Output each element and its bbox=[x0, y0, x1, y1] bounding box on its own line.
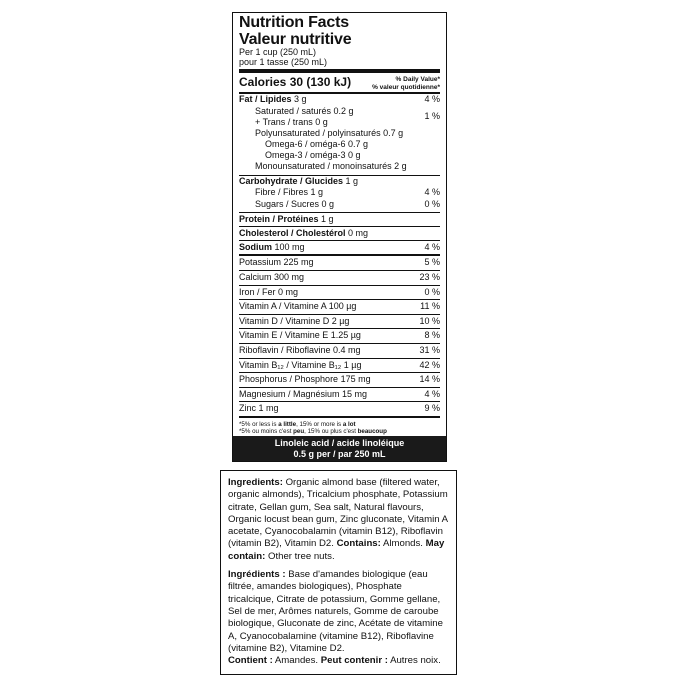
mineral-pct: 4 % bbox=[424, 388, 440, 399]
sat-trans-row bbox=[233, 106, 446, 128]
mineral-row bbox=[233, 359, 446, 373]
trans: + Trans / trans 0 g bbox=[255, 116, 328, 127]
omega3-row bbox=[233, 150, 446, 161]
mineral-row bbox=[233, 388, 446, 402]
ingredients-fr: Ingrédients : Base d'amandes biologique (eau filtrée, amandes biologiques), Phosphate tricalcique, Citrate de potassium, Gomme gellane, Sel de mer, Arômes naturels, Gomme de caroube biologique, Gluconate de zinc, Acétate de vitamine A, Cyanocobalamine (vitamine B12), Riboflavine (vitamine B2), Vitamine D2. Contient : Amandes. Peut contenir : Autres noix. bbox=[228, 569, 443, 667]
omega6-row bbox=[233, 139, 446, 150]
fibre-row bbox=[233, 187, 446, 199]
fat-pct: 4 % bbox=[424, 94, 440, 104]
mineral-pct: 11 % bbox=[420, 301, 440, 312]
sugars-row bbox=[233, 199, 446, 211]
linoleic-label: Linoleic acid / acide linoléique bbox=[274, 438, 405, 448]
polyunsaturated: Polyunsaturated / polyinsaturés 0.7 g bbox=[255, 127, 404, 138]
linoleic-band bbox=[233, 436, 446, 461]
mineral-pct: 23 % bbox=[419, 271, 440, 282]
minerals-list bbox=[233, 256, 446, 416]
mineral-pct: 8 % bbox=[424, 330, 440, 341]
monounsaturated: Monounsaturated / monoinsaturés 2 g bbox=[255, 160, 407, 171]
saturated: Saturated / saturés 0.2 g bbox=[255, 105, 354, 116]
mineral-label: Zinc 1 mg bbox=[239, 403, 279, 414]
mineral-row bbox=[233, 329, 446, 343]
ingredients-box bbox=[220, 470, 457, 675]
protein-label: Protein / Protéines bbox=[239, 214, 319, 225]
protein-value: 1 g bbox=[321, 214, 334, 225]
omega6: Omega-6 / oméga-6 0.7 g bbox=[265, 138, 369, 149]
mono-row bbox=[233, 161, 446, 172]
calories-row bbox=[233, 73, 446, 92]
cholesterol-value: 0 mg bbox=[348, 228, 369, 239]
fibre: Fibre / Fibres 1 g bbox=[255, 187, 324, 198]
fat-label: Fat / Lipides bbox=[239, 94, 292, 104]
mineral-row bbox=[233, 344, 446, 358]
mineral-label: Calcium 300 mg bbox=[239, 271, 305, 282]
daily-value-header bbox=[372, 76, 440, 91]
dv-en: % Daily Value* bbox=[395, 76, 440, 83]
cholesterol-row bbox=[233, 227, 446, 240]
sodium-label: Sodium bbox=[239, 242, 272, 253]
mineral-pct: 31 % bbox=[419, 344, 440, 355]
serving-fr: pour 1 tasse (250 mL) bbox=[239, 57, 328, 67]
mineral-label: Potassium 225 mg bbox=[239, 257, 314, 268]
fat-value: 3 g bbox=[294, 94, 307, 104]
mineral-label: Riboflavin / Riboflavine 0.4 mg bbox=[239, 344, 361, 355]
dv-fr: % valeur quotidienne* bbox=[372, 83, 440, 91]
mineral-label: Vitamin A / Vitamine A 100 µg bbox=[239, 301, 357, 312]
sodium-row bbox=[233, 241, 446, 254]
mineral-pct: 5 % bbox=[424, 257, 440, 268]
linoleic-value: 0.5 g per / par 250 mL bbox=[293, 449, 386, 459]
calories: Calories 30 (130 kJ) bbox=[239, 75, 352, 89]
mineral-row bbox=[233, 286, 446, 300]
title-en: Nutrition Facts bbox=[239, 14, 349, 31]
mineral-label: Phosphorus / Phosphore 175 mg bbox=[239, 374, 371, 385]
protein-row bbox=[233, 213, 446, 226]
nutrition-facts-table bbox=[232, 12, 447, 462]
mineral-pct: 10 % bbox=[419, 315, 440, 326]
title-fr: Valeur nutritive bbox=[239, 31, 352, 48]
mineral-pct: 42 % bbox=[419, 359, 440, 370]
mineral-pct: 14 % bbox=[419, 374, 440, 385]
mineral-row bbox=[233, 256, 446, 270]
nutrition-header bbox=[233, 15, 446, 67]
mineral-label: Iron / Fer 0 mg bbox=[239, 286, 299, 297]
sodium-value: 100 mg bbox=[274, 242, 305, 253]
sugars: Sugars / Sucres 0 g bbox=[255, 198, 335, 209]
ingredients-en: Ingredients: Organic almond base (filtered water, organic almonds), Tricalcium phosphate, Potassium citrate, Gellan gum, Sea salt, Natural flavours, Organic locust bean gum, Zinc gluconate, Vitamin A acetate, Cyanocobalamin (vitamin B12), Riboflavin (vitamin B2), Vitamin D2. Contains: Almonds. May contain: Other tree nuts. bbox=[228, 477, 448, 562]
omega3: Omega-3 / oméga-3 0 g bbox=[265, 149, 361, 160]
sugars-pct: 0 % bbox=[424, 198, 440, 209]
serving-en: Per 1 cup (250 mL) bbox=[239, 47, 317, 57]
mineral-pct: 0 % bbox=[424, 286, 440, 297]
carb-value: 1 g bbox=[345, 175, 359, 186]
mineral-label: Magnesium / Magnésium 15 mg bbox=[239, 388, 368, 399]
fibre-pct: 4 % bbox=[424, 187, 440, 198]
carb-label: Carbohydrate / Glucides bbox=[239, 175, 344, 186]
mineral-pct: 9 % bbox=[424, 403, 440, 414]
footnote-en: *5% or less is a little, 15% or more is a lot bbox=[239, 420, 356, 428]
mineral-row bbox=[233, 402, 446, 416]
carb-row bbox=[233, 176, 446, 188]
footnote-fr: *5% ou moins c'est peu, 15% ou plus c'est beaucoup bbox=[239, 428, 387, 436]
mineral-row bbox=[233, 271, 446, 285]
footnote bbox=[233, 418, 446, 438]
mineral-label: Vitamin B₁₂ / Vitamine B₁₂ 1 µg bbox=[239, 359, 362, 370]
sodium-pct: 4 % bbox=[424, 242, 440, 253]
mineral-row bbox=[233, 373, 446, 387]
mineral-row bbox=[233, 300, 446, 314]
mineral-label: Vitamin D / Vitamine D 2 µg bbox=[239, 315, 350, 326]
fat-row bbox=[233, 94, 446, 106]
sat-trans-pct: 1 % bbox=[424, 111, 440, 122]
cholesterol-label: Cholesterol / Cholestérol bbox=[239, 228, 346, 239]
mineral-row bbox=[233, 315, 446, 329]
mineral-label: Vitamin E / Vitamine E 1.25 µg bbox=[239, 330, 361, 341]
poly-row bbox=[233, 128, 446, 139]
